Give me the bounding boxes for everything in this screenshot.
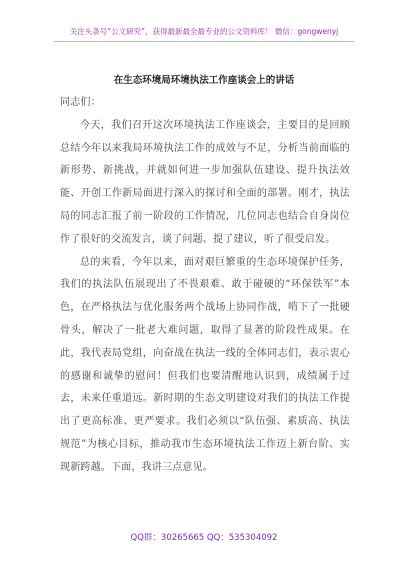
paragraph-1: 今天，我们召开这次环境执法工作座谈会，主要目的是回顾总结今年以来我局环境执法工作的成效与不足，分析当前面临的新形势、新挑战，并就如何进一步加强队伍建设、提升执法效能、开创工作新局面进行深入的探讨和全面的部署。刚才，执法局的同志汇报了前一阶段的工作情况，几位同志也结合自身岗位作了很好的交流发言，谈了问题、提了建议，听了很受启发。 [60, 119, 350, 245]
document-title: 在生态环境局环境执法工作座谈会上的讲话 [113, 75, 295, 86]
header-promo-note: 关注头条号“公文研究”，获得最新最全最专业的公文资料库！ 微信：gongwenyj [69, 27, 339, 36]
header-divider [54, 41, 354, 42]
footer-contact-note: QQ群：30265665 QQ：535304092 [130, 533, 278, 543]
paragraph-2: 总的来看，今年以来，面对艰巨繁重的生态环境保护任务，我们的执法队伍展现出了不畏艰难、敢于碰硬的“环保铁军”本色，在严格执法与优化服务两个战场上协同作战，啃下了一批硬骨头，解决了一批老大难问题，取得了显著的阶段性成果。在此，我代表局党组，向奋战在执法一线的全体同志们，表示衷心的感谢和诚挚的慰问！但我们也要清醒地认识到，成绩属于过去，未来任重道远。新时期的生态文明建设对我们的执法工作提出了更高标准、更严要求。我们必须以“队伍强、素质高、执法规范”为核心目标，推动我市生态环境执法工作迈上新台阶、实现新跨越。下面，我讲三点意见。 [60, 256, 350, 473]
document-body [60, 92, 350, 480]
salutation: 同志们： [60, 97, 101, 108]
